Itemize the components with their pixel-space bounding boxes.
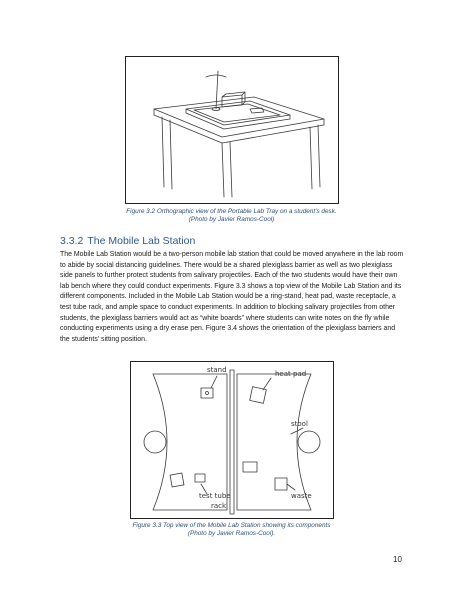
page-number: 10	[393, 555, 402, 564]
caption-credit: (Photo by Javier Ramos-Cool).	[187, 530, 276, 537]
label-test-tube: test tube	[199, 492, 231, 500]
figure-3-2-caption	[60, 208, 403, 224]
caption-line: Figure 3.3 Top view of the Mobile Lab Station showing its components	[132, 522, 331, 529]
body-paragraph: The Mobile Lab Station would be a two-person mobile lab station that could be moved anywhere in the lab room to abide by social distancing guidelines. There would be a shared plexiglass barrier as well as two plexiglass side panels to further protect students from salivary projectiles. Each of the two students would have their own lab bench where they could conduct experiments. Figure 3.3 shows a top view of the Mobile Lab Station and its different components. Included in the Mobile Lab Station would be a ring-stand, heat pad, waste receptacle, a test tube rack, and ample space to conduct experiments. In addition to blocking salivary projectiles from other students, the plexiglass barriers would act as “white boards” where students can write notes on the fly while conducting experiments using a dry erase pen. Figure 3.4 shows the orientation of the plexiglass barriers and the students’ sitting position.	[60, 251, 404, 343]
label-stool: stool	[291, 420, 308, 428]
caption-line: Figure 3.2 Orthographic view of the Portable Lab Tray on a student’s desk.	[126, 208, 337, 215]
sketch-top-view	[131, 362, 333, 518]
label-rack: rack	[211, 502, 227, 510]
figure-3-3-caption	[60, 522, 403, 538]
section-heading	[60, 235, 199, 247]
section-number: 3.3.2	[60, 235, 84, 247]
figure-mobile-lab-station	[130, 361, 334, 519]
caption-credit: (Photo by Javier Ramos-Cool)	[188, 216, 275, 223]
section-title: The Mobile Lab Station	[87, 235, 196, 247]
sketch-desk-with-tray	[126, 57, 338, 203]
figure-portable-lab-tray	[125, 56, 339, 204]
label-stand: stand	[207, 366, 227, 374]
label-heat-pad: heat pad	[275, 370, 307, 378]
label-waste: waste	[291, 492, 312, 500]
